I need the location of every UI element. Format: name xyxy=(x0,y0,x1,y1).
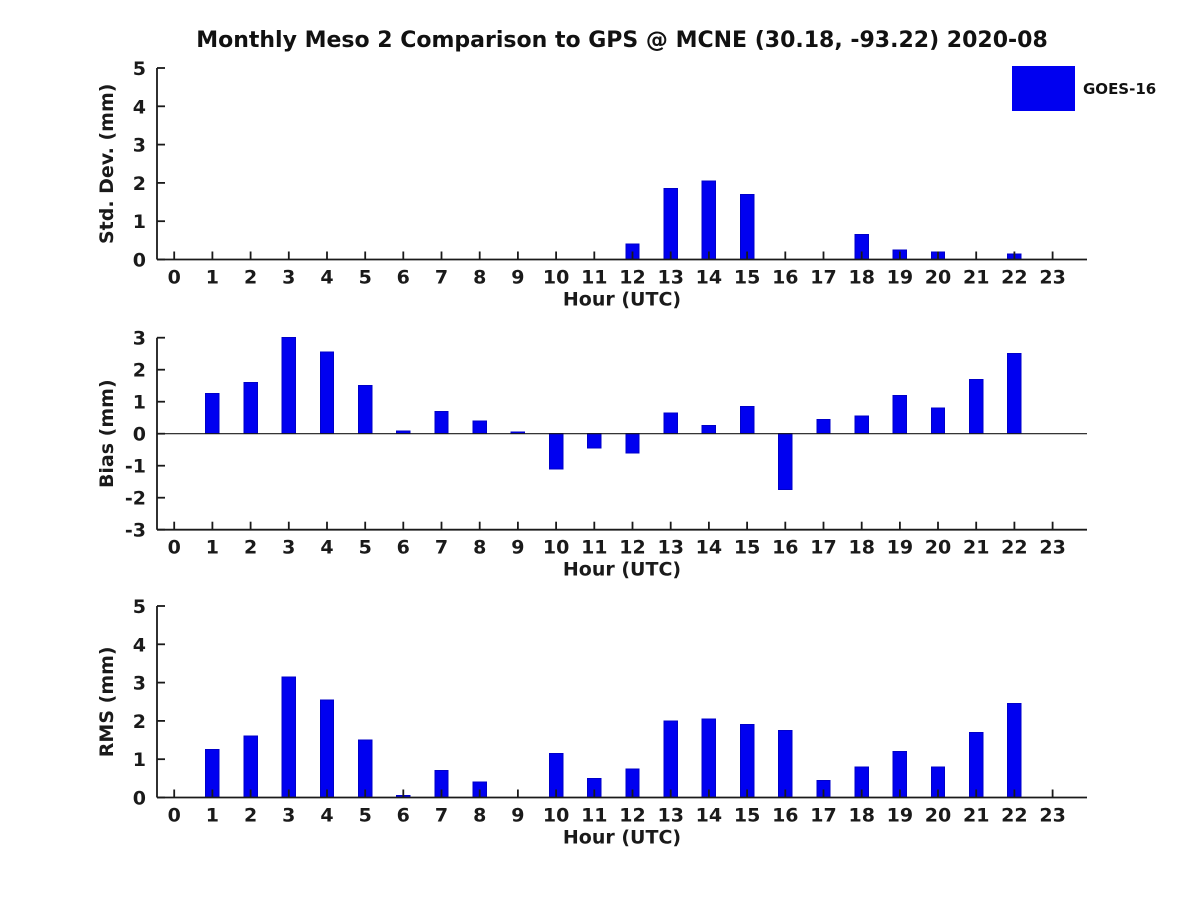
bias-bar-h16 xyxy=(779,434,792,490)
rms-xlabel: Hour (UTC) xyxy=(562,826,682,849)
bias-bar-h22 xyxy=(1008,354,1021,434)
rms-xtick-label: 11 xyxy=(581,804,608,827)
stddev-xtick-label: 6 xyxy=(396,266,410,289)
bias-xtick-label: 8 xyxy=(473,536,487,559)
stddev-xtick-label: 13 xyxy=(657,266,684,289)
rms-xtick-label: 20 xyxy=(924,804,952,827)
rms-xtick-label: 8 xyxy=(473,804,487,827)
rms-xtick-label: 12 xyxy=(619,804,646,827)
stddev-xtick-label: 2 xyxy=(243,266,258,289)
stddev-ylabel: Std. Dev. (mm) xyxy=(96,83,118,245)
stddev-xtick-label: 4 xyxy=(320,266,334,289)
stddev-ytick-label: 3 xyxy=(132,134,146,157)
bias-y-ticks xyxy=(125,328,165,542)
bias-xtick-label: 15 xyxy=(733,536,761,559)
rms-xtick-label: 2 xyxy=(243,804,258,827)
bias-ytick-label: -2 xyxy=(124,487,146,510)
legend xyxy=(1012,66,1156,111)
bias-xtick-label: 20 xyxy=(924,536,952,559)
bias-xtick-label: 6 xyxy=(396,536,410,559)
rms-xtick-label: 4 xyxy=(320,804,334,827)
bias-xtick-label: 0 xyxy=(167,536,181,559)
rms-xtick-label: 19 xyxy=(886,804,914,827)
rms-xtick-label: 21 xyxy=(962,804,990,827)
rms-bar-h5 xyxy=(359,740,372,798)
bias-bar-h10 xyxy=(549,434,562,469)
bias-ytick-label: 1 xyxy=(132,391,146,414)
bias-xtick-label: 21 xyxy=(962,536,990,559)
rms-ytick-label: 3 xyxy=(132,672,146,695)
stddev-xtick-label: 10 xyxy=(542,266,570,289)
stddev-xtick-label: 22 xyxy=(1001,266,1028,289)
rms-xtick-label: 0 xyxy=(167,804,181,827)
stddev-xtick-label: 21 xyxy=(962,266,990,289)
rms-xtick-label: 5 xyxy=(358,804,372,827)
rms-bar-h14 xyxy=(702,719,715,798)
rms-bar-h4 xyxy=(320,700,333,798)
rms-bars xyxy=(206,677,1021,798)
bias-bar-h14 xyxy=(702,426,715,434)
bias-ytick-label: 2 xyxy=(132,359,146,382)
stddev-xtick-label: 19 xyxy=(886,266,914,289)
rms-xtick-label: 3 xyxy=(282,804,296,827)
figure-title: Monthly Meso 2 Comparison to GPS @ MCNE (30.18, -93.22) 2020-08 xyxy=(196,28,1048,53)
bias-xtick-label: 23 xyxy=(1039,536,1066,559)
stddev-ytick-label: 0 xyxy=(132,249,146,272)
rms-xtick-label: 22 xyxy=(1001,804,1028,827)
bias-xtick-label: 17 xyxy=(810,536,837,559)
bias-xtick-label: 2 xyxy=(243,536,258,559)
stddev-xtick-label: 17 xyxy=(810,266,837,289)
bias-bars xyxy=(206,338,1021,490)
bias-xtick-label: 5 xyxy=(358,536,372,559)
rms-bar-h13 xyxy=(664,721,677,798)
legend-swatch xyxy=(1012,66,1075,111)
bias-bar-h19 xyxy=(893,395,906,433)
bias-xtick-label: 7 xyxy=(434,536,449,559)
rms-xtick-label: 9 xyxy=(511,804,525,827)
bias-bar-h3 xyxy=(282,338,295,434)
bias-bar-h15 xyxy=(740,407,753,434)
rms-xtick-label: 23 xyxy=(1039,804,1066,827)
stddev-xlabel: Hour (UTC) xyxy=(562,288,682,311)
bias-ytick-label: -1 xyxy=(124,455,146,478)
rms-bar-h3 xyxy=(282,677,295,798)
bias-bar-h20 xyxy=(931,408,944,434)
legend-label: GOES-16 xyxy=(1083,79,1157,98)
stddev-axes xyxy=(157,68,1087,260)
stddev-xtick-label: 18 xyxy=(848,266,875,289)
stddev-bar-h15 xyxy=(740,194,753,259)
rms-xtick-label: 16 xyxy=(772,804,799,827)
stddev-xtick-label: 0 xyxy=(167,266,181,289)
bias-bar-h1 xyxy=(206,394,219,434)
rms-subplot xyxy=(96,596,1087,849)
rms-xtick-label: 14 xyxy=(695,804,723,827)
bias-ytick-label: 0 xyxy=(132,423,146,446)
bias-xtick-label: 22 xyxy=(1001,536,1028,559)
rms-xtick-label: 6 xyxy=(396,804,410,827)
rms-xtick-label: 1 xyxy=(205,804,220,827)
bias-xtick-label: 11 xyxy=(581,536,608,559)
bias-x-ticks xyxy=(168,522,1066,559)
bias-bar-h11 xyxy=(588,434,601,448)
rms-axes xyxy=(157,606,1087,798)
stddev-xtick-label: 8 xyxy=(473,266,487,289)
stddev-xtick-label: 3 xyxy=(282,266,296,289)
rms-ytick-label: 0 xyxy=(132,787,146,810)
stddev-ytick-label: 5 xyxy=(132,58,146,80)
rms-ytick-label: 5 xyxy=(132,596,146,618)
stddev-y-ticks xyxy=(133,58,165,272)
rms-xtick-label: 18 xyxy=(848,804,875,827)
bias-xtick-label: 3 xyxy=(282,536,296,559)
bias-bar-h17 xyxy=(817,419,830,433)
rms-xtick-label: 15 xyxy=(733,804,761,827)
bias-bar-h12 xyxy=(626,434,639,453)
bias-xtick-label: 10 xyxy=(542,536,570,559)
rms-bar-h15 xyxy=(740,725,753,798)
stddev-subplot xyxy=(96,58,1087,311)
bias-bar-h5 xyxy=(359,386,372,434)
rms-y-ticks xyxy=(133,596,165,810)
stddev-bars xyxy=(626,181,1021,260)
stddev-ytick-label: 1 xyxy=(132,211,146,234)
stddev-bar-h14 xyxy=(702,181,715,260)
stddev-xtick-label: 1 xyxy=(205,266,220,289)
stddev-bar-h13 xyxy=(664,189,677,260)
bias-ytick-label: -3 xyxy=(124,519,146,542)
rms-xtick-label: 13 xyxy=(657,804,684,827)
bias-xtick-label: 9 xyxy=(511,536,525,559)
rms-bar-h22 xyxy=(1008,704,1021,798)
rms-xtick-label: 17 xyxy=(810,804,837,827)
stddev-xtick-label: 14 xyxy=(695,266,723,289)
bias-bar-h21 xyxy=(970,379,983,433)
rms-ytick-label: 1 xyxy=(132,749,146,772)
bias-xtick-label: 14 xyxy=(695,536,723,559)
bias-bar-h2 xyxy=(244,383,257,434)
stddev-xtick-label: 15 xyxy=(733,266,761,289)
rms-ylabel: RMS (mm) xyxy=(96,646,118,758)
rms-xtick-label: 10 xyxy=(542,804,570,827)
stddev-xtick-label: 20 xyxy=(924,266,952,289)
bias-bar-h18 xyxy=(855,416,868,434)
bias-xtick-label: 13 xyxy=(657,536,684,559)
stddev-ytick-label: 4 xyxy=(132,96,146,119)
bias-xtick-label: 18 xyxy=(848,536,875,559)
stddev-xtick-label: 16 xyxy=(772,266,799,289)
stddev-ytick-label: 2 xyxy=(132,172,146,195)
bias-ytick-label: 3 xyxy=(132,327,146,350)
stddev-xtick-label: 12 xyxy=(619,266,646,289)
rms-xtick-label: 7 xyxy=(434,804,449,827)
bias-xtick-label: 1 xyxy=(205,536,220,559)
bias-bar-h4 xyxy=(320,352,333,434)
stddev-xtick-label: 9 xyxy=(511,266,525,289)
bias-xlabel: Hour (UTC) xyxy=(562,558,682,581)
stddev-xtick-label: 5 xyxy=(358,266,372,289)
rms-bar-h21 xyxy=(970,732,983,797)
bias-bar-h7 xyxy=(435,411,448,433)
bias-xtick-label: 12 xyxy=(619,536,646,559)
bias-xtick-label: 19 xyxy=(886,536,914,559)
bias-xtick-label: 16 xyxy=(772,536,799,559)
bias-subplot xyxy=(96,328,1087,581)
bias-bar-h8 xyxy=(473,421,486,434)
stddev-xtick-label: 7 xyxy=(434,266,449,289)
rms-ytick-label: 2 xyxy=(132,710,146,733)
rms-bar-h16 xyxy=(779,731,792,798)
bias-ylabel: Bias (mm) xyxy=(96,379,118,489)
stddev-xtick-label: 23 xyxy=(1039,266,1066,289)
bias-bar-h13 xyxy=(664,413,677,434)
rms-ytick-label: 4 xyxy=(132,634,146,657)
stddev-xtick-label: 11 xyxy=(581,266,608,289)
rms-bar-h2 xyxy=(244,736,257,797)
bias-xtick-label: 4 xyxy=(320,536,334,559)
